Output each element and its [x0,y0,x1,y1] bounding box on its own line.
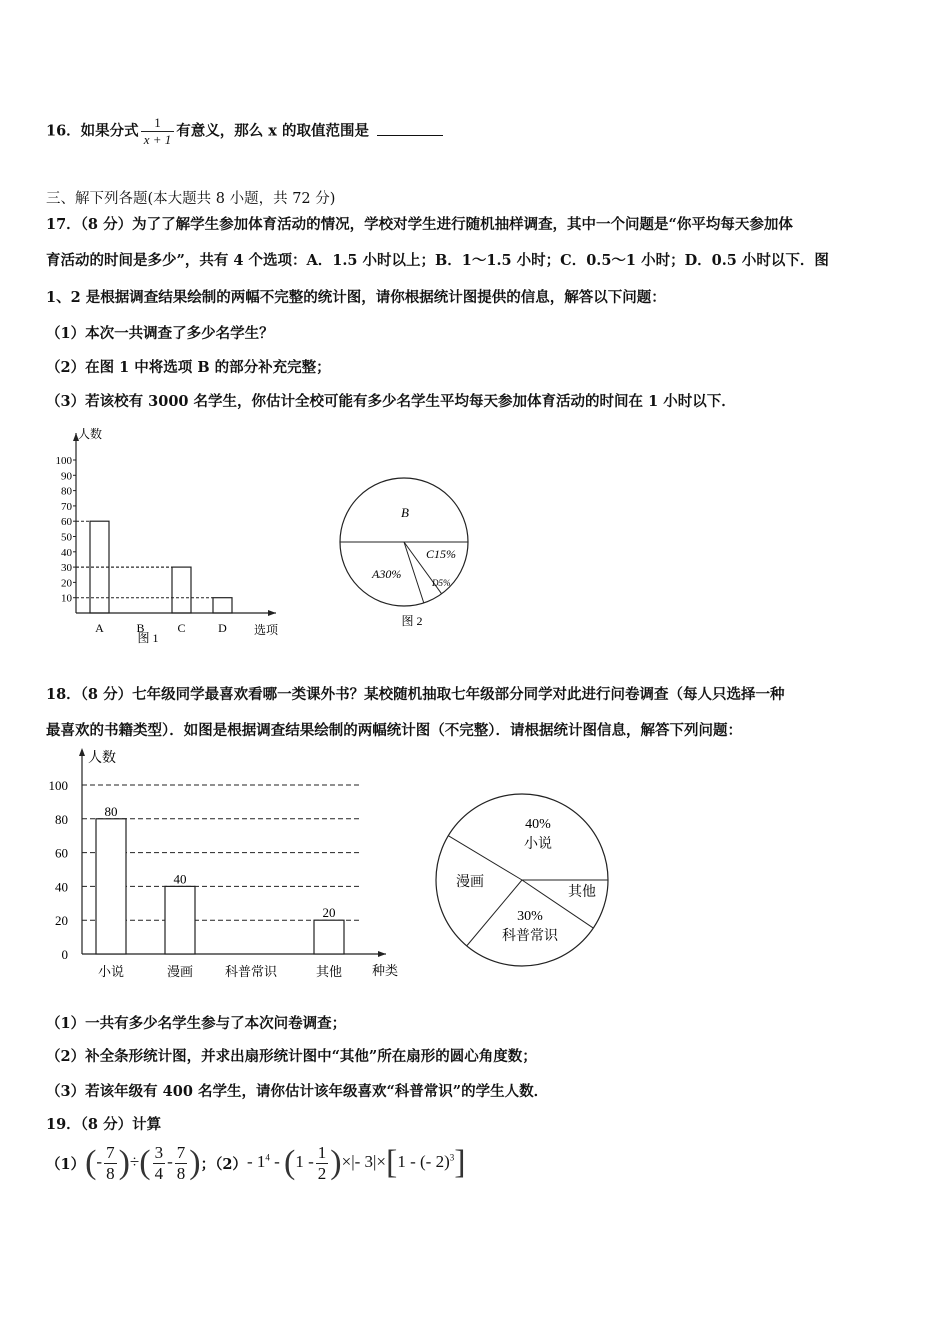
bar-C [172,567,191,613]
y-tick-label: 80 [61,485,72,498]
pie-slice-edge [448,836,522,880]
x-tick-label: 其他 [315,964,343,979]
q19-expression-2: - $1^4 - (1$ - $\frac{1}{2}$ )×|- 3|×[1 - (- 2)$^3$] [246,1143,466,1183]
pie-label-C: C15% [426,547,456,561]
numerator: 7 [176,1143,186,1162]
pie-label: 漫画 [456,875,484,890]
y-tick-label: 40 [61,546,72,559]
x-axis-arrow [268,610,276,616]
bar-漫画 [165,886,195,954]
term: 1 - [295,1152,314,1172]
q17-line-3: 1、2 是根据调查结果绘制的两幅不完整的统计图，请你根据统计图提供的信息，解答以下问题： [46,289,666,306]
pie-label: 科普常识 [502,929,558,944]
operator: - [269,1152,285,1172]
minus-sign: - [167,1152,173,1172]
pie-label-B: B [401,505,409,520]
q17-sub-1: （1）本次一共调查了多少名学生？ [46,325,274,342]
y-tick-label: 60 [55,845,68,861]
question-16 [46,115,443,148]
exponent: 4 [265,1152,270,1163]
denominator: 4 [154,1164,164,1183]
q19-expressions [46,1143,466,1184]
fraction [104,1143,117,1184]
fraction [316,1143,329,1184]
y-axis-label: 人数 [88,751,116,766]
q19-part2-label: ；（2） [200,1155,247,1173]
q17-sub-2: （2）在图 1 中将选项 B 的部分补充完整； [46,359,331,376]
y-tick-label: 40 [55,879,68,895]
y-tick-label: 10 [61,592,72,605]
q18-bar-chart [36,742,416,982]
q19-title: 19．（8 分）计算 [46,1116,162,1133]
y-axis-label: 人数 [78,427,103,441]
q16-suffix: 有意义，那么 x 的取值范围是 [176,122,369,140]
pie-label: 其他 [568,885,596,900]
q16-prefix: 16．如果分式 [46,122,139,140]
q17-line-2: 育活动的时间是多少”，共有 4 个选项：A．1.5 小时以上；B．1～1.5 小时；C．0.5～1 小时；D．0.5 小时以下．图 [46,252,829,269]
y-axis-arrow [79,748,85,756]
x-tick-label: B [136,621,145,635]
q17-pie-chart [336,465,486,685]
answer-blank [377,123,443,136]
q18-sub-2: （2）补全条形统计图，并求出扇形统计图中“其他”所在扇形的圆心角度数； [46,1048,537,1065]
operator: ×|- 3|× [341,1152,387,1172]
denominator: 2 [317,1164,327,1183]
section-3-heading: 三、解下列各题(本大题共 8 小题，共 72 分) [46,191,336,207]
term: - 1 [246,1152,266,1172]
divide-sign: ÷ [129,1152,140,1172]
q18-line-2: 最喜欢的书籍类型）．如图是根据调查结果绘制的两幅统计图（不完整）．请根据统计图信息，解答下列问题： [46,722,742,739]
y-tick-label: 100 [48,778,68,793]
bar-其他 [314,920,344,954]
q18-sub-3: （3）若该年级有 400 名学生，请你估计该年级喜欢“科普常识”的学生人数． [46,1083,549,1100]
y-tick-label: 30 [61,562,72,575]
q18-sub-1: （1）一共有多少名学生参与了本次问卷调查； [46,1015,347,1032]
denominator: 8 [106,1164,115,1183]
y-tick-label: 100 [55,455,72,467]
figure-caption: 图 2 [401,614,423,628]
x-tick-label: 漫画 [166,964,194,979]
denominator: 8 [176,1164,186,1183]
numerator: 1 [317,1143,327,1162]
x-tick-label: C [177,621,186,635]
y-tick-label: 70 [61,500,72,513]
pie-label: 40% [525,817,551,832]
y-tick-label: 90 [61,470,72,483]
bar-D [213,598,232,613]
y-tick-label: 0 [61,947,68,962]
bar-value-label: 20 [322,905,336,921]
pie-label: 小说 [524,837,552,852]
x-tick-label: D [218,621,227,635]
x-tick-label: A [95,621,104,635]
q18-pie-chart [430,784,620,974]
term: 1 - (- 2) [397,1152,450,1172]
figure-caption: 图 1 [137,631,159,645]
x-tick-label: 科普常识 [224,964,278,979]
exponent: 3 [449,1152,455,1163]
x-axis-arrow [378,951,386,957]
pie-label: 30% [517,909,543,924]
y-tick-label: 20 [55,913,68,929]
q19-part1-label: （1） [46,1155,86,1173]
y-tick-label: 60 [61,516,72,529]
q16-fraction [141,115,175,148]
fraction [153,1143,166,1184]
y-tick-label: 20 [61,577,72,590]
q16-frac-numerator: 1 [141,115,175,132]
numerator: 3 [154,1143,164,1162]
q19-expression-1: (- $\frac{7}{8}$ )÷( $\frac{3}{4}$ - $\frac{7}{8}$ ) [85,1143,201,1183]
minus-sign: - [96,1152,103,1172]
x-tick-label: 小说 [97,964,125,979]
q17-line-1: 17．（8 分）为了了解学生参加体育活动的情况，学校对学生进行随机抽样调查，其中一个问题是“你平均每天参加体 [46,216,793,233]
bar-小说 [96,819,126,954]
pie-label-A: A30% [372,567,402,581]
pie-slice-edge [404,542,424,603]
pie-label-D: D5% [432,578,451,588]
q17-sub-3: （3）若该校有 3000 名学生，你估计全校可能有多少名学生平均每天参加体育活动的时间在 1 小时以下． [46,393,736,410]
numerator: 7 [106,1143,115,1162]
y-tick-label: 50 [61,531,72,544]
q18-line-1: 18．（8 分）七年级同学最喜欢看哪一类课外书？某校随机抽取七年级部分同学对此进行问卷调查（每人只选择一种 [46,686,785,703]
q17-bar-chart [36,418,296,648]
y-tick-label: 80 [55,811,68,827]
x-axis-label: 选项 [254,623,279,637]
bar-value-label: 80 [104,803,118,819]
q16-frac-denominator: x + 1 [143,132,172,147]
fraction [175,1143,188,1184]
x-axis-label: 种类 [372,963,399,978]
bar-value-label: 40 [173,871,187,887]
